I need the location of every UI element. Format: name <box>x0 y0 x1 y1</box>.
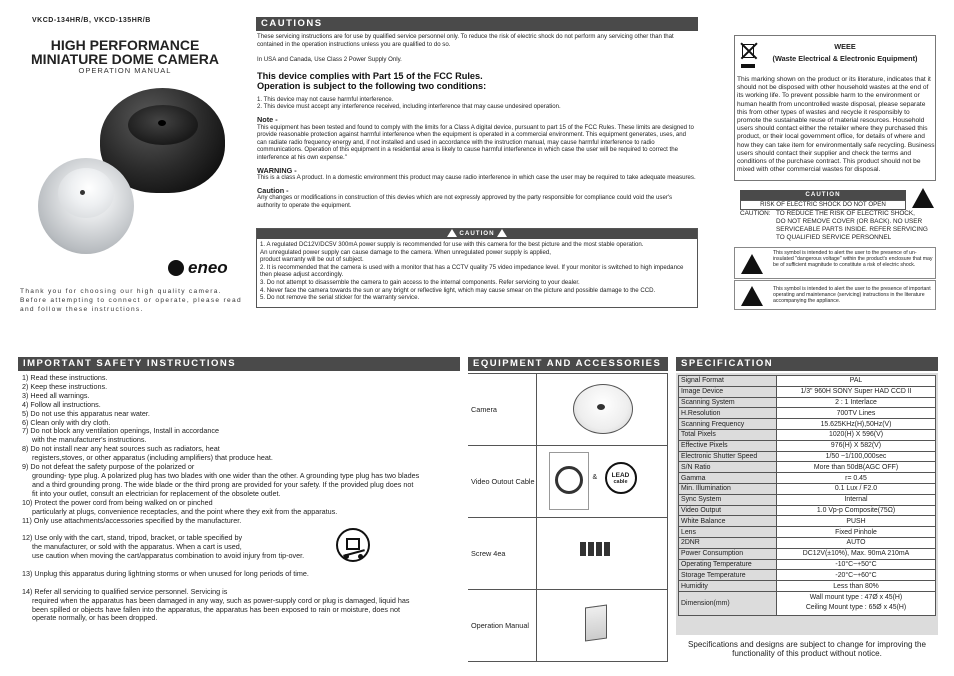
manual-accessory-image <box>536 590 668 662</box>
spec-row <box>679 376 936 387</box>
lightning-warning-icon <box>912 188 934 208</box>
spec-key: Sync System <box>679 494 777 505</box>
title-line1: HIGH PERFORMANCE <box>50 37 200 53</box>
spec-row <box>679 419 936 430</box>
equipment-label: Screw 4ea <box>468 518 536 590</box>
risk-text: RISK OF ELECTRIC SHOCK DO NOT OPEN <box>740 200 906 210</box>
condition-1: 1. This device may not cause harmful interference. <box>257 95 394 103</box>
spec-table <box>678 375 936 616</box>
usa-note: In USA and Canada, Use Class 2 Power Supply Only. <box>257 56 402 64</box>
spec-row <box>679 451 936 462</box>
caution-line-4: TO QUALIFIED SERVICE PERSONNEL <box>776 234 892 241</box>
safety-line: fit into your outlet, consult an electrician for replacement of the obsolete outlet. <box>32 488 281 498</box>
safety-list <box>22 374 462 623</box>
spec-value: 0.1 Lux / F2.0 <box>777 483 936 494</box>
safety-line: with the manufacturer's instructions. <box>32 435 147 445</box>
spec-value: -20°C~+60°C <box>777 570 936 581</box>
spec-value: 976(H) X 582(V) <box>777 440 936 451</box>
thanks-text: Thank you for choosing our high quality camera. Before attempting to connect or operate, please read and follow these instructions. <box>20 288 242 313</box>
spec-key: 2DNR <box>679 537 777 548</box>
specification-heading: SPECIFICATION <box>676 357 938 371</box>
spec-row <box>679 537 936 548</box>
caution-box-label: CAUTION <box>459 230 495 237</box>
equipment-heading: EQUIPMENT AND ACCESSORIES <box>468 357 668 371</box>
spec-key: Image Device <box>679 386 777 397</box>
spec-key: Signal Format <box>679 376 777 387</box>
cable-connector: & <box>592 474 598 481</box>
caution-box-header <box>257 229 697 239</box>
subtitle: OPERATION MANUAL <box>78 66 172 75</box>
spec-row <box>679 397 936 408</box>
spec-key: Total Pixels <box>679 429 777 440</box>
spec-value: 1.0 Vp-p Composite(75Ω) <box>777 505 936 516</box>
spec-value: 1020(H) X 596(V) <box>777 429 936 440</box>
safety-line: operate normally, or has been dropped. <box>32 613 158 623</box>
spec-value: Less than 80% <box>777 581 936 592</box>
spec-key: Humidity <box>679 581 777 592</box>
risk-warning-block <box>740 188 936 244</box>
safety-heading: IMPORTANT SAFETY INSTRUCTIONS <box>18 357 460 371</box>
brand-name: eneo <box>188 258 228 277</box>
safety-line: and a third grounding prong. The wide blade or the third prong are provided for your safety. If the provided plug does not <box>32 479 414 489</box>
spec-key: Scanning System <box>679 397 777 408</box>
equipment-row <box>468 590 668 662</box>
spec-key: Operating Temperature <box>679 559 777 570</box>
cart-tipover-icon <box>336 528 370 562</box>
safety-line: 11) Only use attachments/accessories specified by the manufacturer. <box>22 515 242 525</box>
caution-prefix: CAUTION: <box>740 210 771 217</box>
equipment-label: Operation Manual <box>468 590 536 662</box>
equipment-row <box>468 374 668 446</box>
spec-row <box>679 494 936 505</box>
spec-value: AUTO <box>777 537 936 548</box>
spec-value: 1/3" 960H SONY Super HAD CCD II <box>777 386 936 397</box>
spec-value: PAL <box>777 376 936 387</box>
safety-line: 4) Follow all instructions. <box>22 399 101 409</box>
dimension-ceiling: Ceiling Mount type : 65Ø x 45(H) <box>805 604 907 612</box>
safety-line: 13) Unplug this apparatus during lightning storms or when unused for long periods of time. <box>22 568 309 578</box>
safety-line: particularly at plugs, convenience receptacles, and the point where they exit from the apparatus. <box>32 506 338 516</box>
note-text: This equipment has been tested and found to comply with the limits for a Class A digital device, pursuant to part 15 of the FCC Rules. These limits are designed to provide reasonable protection against harmful interference when the equipment is operated in a commercial environment. This equipment generates, uses, and can radiate radio frequency energy and, if not installed and used in accordance with the instruction manual, may cause harmful interference to radio communications. Operation of this equipment in a residential area is likely to cause harmful interference in which case the user will be required to correct the interference at his own expense." <box>257 123 694 161</box>
model-number: VKCD-134HR/B, VKCD-135HR/B <box>32 17 151 24</box>
warning-title: WARNING - <box>257 165 297 175</box>
cable-accessory-image <box>536 446 668 518</box>
weee-title-2: (Waste Electrical & Electronic Equipment) <box>772 54 918 63</box>
spec-value: 15.625KHz(H),50Hz(V) <box>777 419 936 430</box>
spec-row <box>679 408 936 419</box>
safety-line: 2) Keep these instructions. <box>22 381 108 391</box>
risk-caution-label: CAUTION <box>740 190 906 200</box>
spec-row <box>679 440 936 451</box>
safety-line: grounding- type plug. A polarized plug has two blades with one wider than the other. A grounding type plug has two blades <box>32 470 420 480</box>
safety-line: 10) Protect the power cord from being walked on or pinched <box>22 497 213 507</box>
camera-product-image <box>30 80 235 270</box>
lightning-triangle-icon <box>741 254 763 274</box>
safety-line: use caution when moving the cart/apparatus combination to avoid injury from tip-over. <box>32 551 305 561</box>
fcc-line2: Operation is subject to the following two conditions: <box>257 80 487 91</box>
cautions-heading: CAUTIONS <box>256 17 698 31</box>
condition-2: 2. This device must accept any interference received, including interference that may cause undesired operation. <box>257 103 561 111</box>
spec-row <box>679 591 936 615</box>
equipment-row <box>468 518 668 590</box>
exclamation-triangle-icon <box>741 286 763 306</box>
spec-key: Min. Illumination <box>679 483 777 494</box>
cautions-intro: These servicing instructions are for use by qualified service personnel only. To reduce the risk of electric shock do not perform any servicing other than that contained in the operation instructions unless you are qualified to do so. <box>257 33 674 48</box>
spec-key: H.Resolution <box>679 408 777 419</box>
safety-line: registers,stoves, or other apparatus (including amplifiers) that produce heat. <box>32 453 273 463</box>
warning-triangle-icon <box>447 229 457 237</box>
symbol-2-row <box>734 280 936 310</box>
caution-line-2: DO NOT REMOVE COVER (OR BACK). NO USER <box>776 218 923 225</box>
spec-key: S/N Ratio <box>679 462 777 473</box>
spec-row <box>679 473 936 484</box>
safety-line: 1) Read these instructions. <box>22 373 108 382</box>
spec-value: More than 50dB(AGC OFF) <box>777 462 936 473</box>
note-title: Note - <box>257 114 278 124</box>
caution-line-3: SERVICEABLE PARTS INSIDE. REFER SERVICING <box>776 226 928 233</box>
spec-footnote: Specifications and designs are subject to change for improving the functionality of this product without notice. <box>687 640 926 658</box>
caution-item-1b: An unregulated power supply can cause damage to the camera. When unregulated power supply is applied, <box>260 248 551 256</box>
spec-row <box>679 505 936 516</box>
warning-triangle-icon <box>497 229 507 237</box>
spec-row <box>679 581 936 592</box>
safety-line: 8) Do not install near any heat sources such as radiators, heat <box>22 444 220 454</box>
spec-value: DC12V(±10%), Max. 90mA 210mA <box>777 548 936 559</box>
spec-value: 1/50 ~1/100,000sec <box>777 451 936 462</box>
equipment-label: Video Outout Cable <box>468 446 536 518</box>
caution-title: Caution - <box>257 185 289 195</box>
spec-row <box>679 386 936 397</box>
symbol-1-text: This symbol is intended to alert the user to the presence of un-insulated "dangerous voltage" within the product's enclosure that may be of sufficient magnitude to constitute a risk of electric shock. <box>773 250 933 268</box>
spec-row <box>679 548 936 559</box>
spec-key: Scanning Frequency <box>679 419 777 430</box>
spec-row <box>679 516 936 527</box>
spec-row <box>679 462 936 473</box>
spec-row <box>679 527 936 538</box>
caution-item-2: 2. It is recommended that the camera is used with a monitor that has a CCTV quality 75 video impedance level. If your monitor is switched to high impedance then please adjust accordingly. <box>260 263 684 279</box>
spec-key: Storage Temperature <box>679 570 777 581</box>
caution-item-3: 3. Do not attempt to disassemble the camera to gain access to the internal components. Refer servicing to your dealer. <box>260 278 580 286</box>
equipment-table <box>468 373 668 662</box>
dimension-wall: Wall mount type : 47Ø x 45(H) <box>809 594 903 602</box>
safety-line: 12) Use only with the cart, stand, tripod, bracket, or table specified by <box>22 533 243 543</box>
cautions-body <box>257 33 697 210</box>
safety-line: been spilled or objects have fallen into the apparatus, the apparatus has been exposed to rain or moisture, does not <box>32 604 401 614</box>
safety-line: 9) Do not defeat the safety purpose of the polarized or <box>22 462 195 472</box>
safety-line: the manufacturer, or sold with the apparatus. When a cart is used, <box>32 542 242 552</box>
spec-value: PUSH <box>777 516 936 527</box>
spec-key: Gamma <box>679 473 777 484</box>
warning-text: This is a class A product. In a domestic environment this product may cause radio interference in which case the user may be required to take adequate measures. <box>257 174 696 182</box>
caution-box <box>256 228 698 308</box>
lead-label-2: cable <box>613 479 628 485</box>
equipment-row <box>468 446 668 518</box>
spec-value: 700TV Lines <box>777 408 936 419</box>
spec-value: -10°C~+50°C <box>777 559 936 570</box>
safety-line: required when the apparatus has been damaged in any way, such as power-supply cord or plug is damaged, liquid has <box>32 595 410 605</box>
spec-key: Lens <box>679 527 777 538</box>
screws-accessory-image <box>536 518 668 590</box>
spec-value: Internal <box>777 494 936 505</box>
spec-value: 2 : 1 Interlace <box>777 397 936 408</box>
caution-item-4: 4. Never face the camera towards the sun or any bright or reflective light, which may cause smear on the picture and possible damage to the CCD. <box>260 286 656 294</box>
equipment-label: Camera <box>468 374 536 446</box>
safety-line: 7) Do not block any ventilation openings, Install in accordance <box>22 426 219 436</box>
weee-title-1: WEEE <box>834 42 856 51</box>
safety-line: 3) Heed all warnings. <box>22 390 90 400</box>
weee-text: This marking shown on the product or its literature, indicates that it should not be disposed with other household wastes at the end of its working life. To prevent possible harm to the environment or human health from uncontrolled waste disposal, please separate this from other types of wastes and recycle it responsibly to promote the sustainable reuse of material resources. Household users should contact either the retailer where they purchased this product, or their local government office, for details of where and how they can take item for environmentally safe recycling. Business users should contact their supplier and check the terms and conditions of the purchase contract. This product should not be mixed with other commercial wastes for disposal. <box>737 76 935 174</box>
spec-row <box>679 483 936 494</box>
safety-line: 14) Refer all servicing to qualified service personnel. Servicing is <box>22 586 228 596</box>
safety-line: 5) Do not use this apparatus near water. <box>22 408 150 418</box>
camera-accessory-image <box>536 374 668 446</box>
spec-value <box>777 591 936 615</box>
spec-key: Power Consumption <box>679 548 777 559</box>
spec-key: Dimension(mm) <box>679 591 777 615</box>
caution-item-1c: product warranty will be out of subject. <box>260 256 364 264</box>
safety-line: 6) Clean only with dry cloth. <box>22 417 111 427</box>
spec-value: Fixed Pinhole <box>777 527 936 538</box>
caution-text: Any changes or modifications in construction of this devies which are not expressly approved by the party responsible for compliance could void the user's authority to operate the equipment. <box>257 194 673 209</box>
caution-item-5: 5. Do not remove the serial sticker for the warranty service. <box>260 294 420 302</box>
spec-key: White Balance <box>679 516 777 527</box>
caution-line-1: TO REDUCE THE RISK OF ELECTRIC SHOCK, <box>776 210 915 217</box>
spec-key: Effective Pixels <box>679 440 777 451</box>
spec-key: Video Output <box>679 505 777 516</box>
spec-key: Electronic Shutter Speed <box>679 451 777 462</box>
spec-row <box>679 429 936 440</box>
lead-label-1: LEAD <box>611 472 630 479</box>
caution-item-1: 1. A regulated DC12V/DC5V 300mA power supply is recommended for use with this camera for the best picture and the most stable operation. <box>260 241 644 248</box>
symbol-1-row <box>734 247 936 279</box>
symbol-2-text: This symbol is intended to alert the user to the presence of important operating and maintenance (servicing) instructions in the literature accompanying the appliance. <box>773 286 931 304</box>
spec-value: r= 0.45 <box>777 473 936 484</box>
spec-row <box>679 570 936 581</box>
spec-row <box>679 559 936 570</box>
title-line2: MINIATURE DOME CAMERA <box>31 51 219 67</box>
fcc-line1: This device complies with Part 15 of the FCC Rules. <box>257 70 483 81</box>
weee-box <box>734 35 936 181</box>
